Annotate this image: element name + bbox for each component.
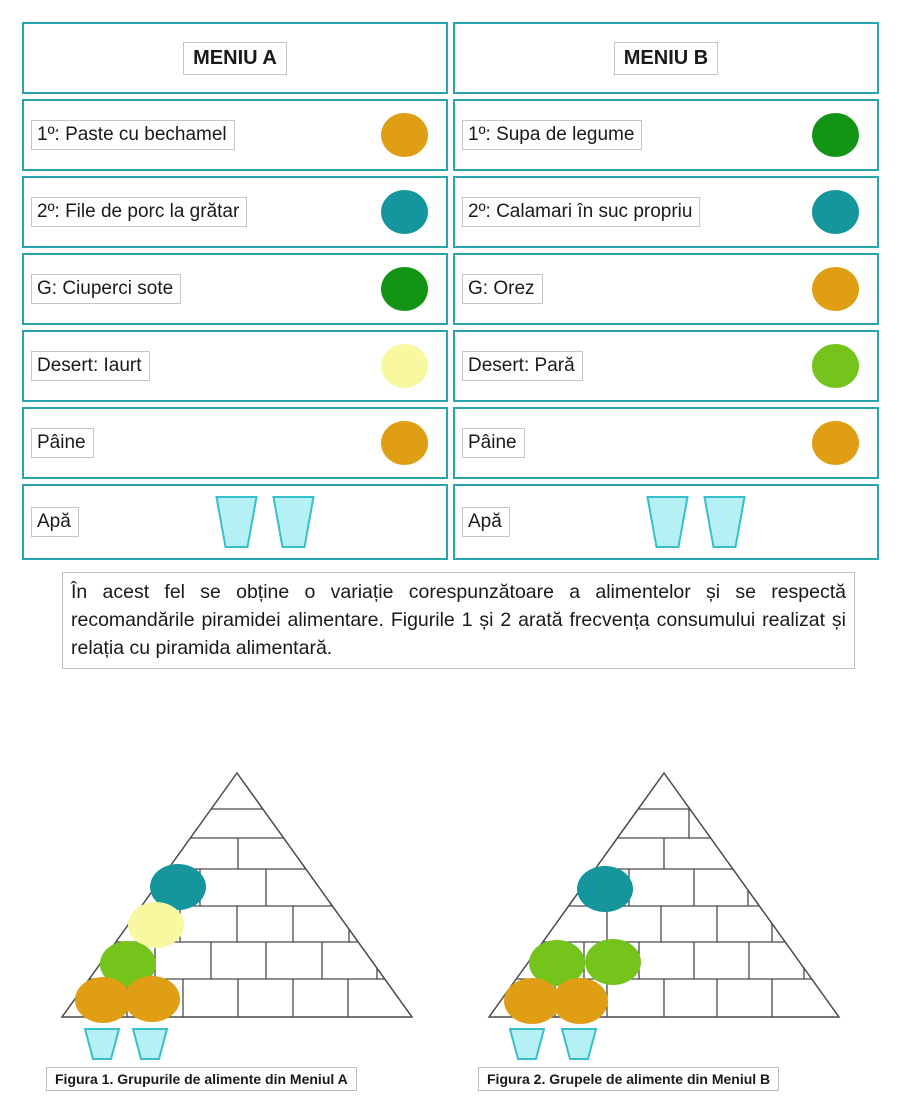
menu-item-cell xyxy=(22,99,448,171)
menu-item-label: 2º: Calamari în suc propriu xyxy=(462,197,700,228)
food-group-dot-orange xyxy=(812,267,859,311)
menu-item-cell xyxy=(453,99,879,171)
water-cup-icon xyxy=(215,496,259,548)
menu-item-label: 1º: Supa de legume xyxy=(462,120,642,151)
menu-item-cell xyxy=(453,330,879,402)
menu-row xyxy=(22,99,879,171)
water-cup-icon xyxy=(703,496,747,548)
pyramid-dot-orange xyxy=(124,976,180,1022)
menu-header-row xyxy=(22,22,879,94)
menu-item-cell xyxy=(453,407,879,479)
menu-item-label: Desert: Pară xyxy=(462,351,583,382)
menu-header-cell xyxy=(453,22,879,94)
water-cup-icon xyxy=(646,496,690,548)
menu-item-cell xyxy=(22,484,448,560)
menu-header-cell xyxy=(22,22,448,94)
pyramid-dot-teal xyxy=(577,866,633,912)
food-group-dot-green xyxy=(381,267,428,311)
pyramid-dot-orange xyxy=(552,978,608,1024)
pyramid-dot-light_green xyxy=(585,939,641,985)
water-cup-icon xyxy=(562,1029,596,1059)
menu-item-cell xyxy=(22,253,448,325)
menu-item-label: Apă xyxy=(31,507,79,538)
menu-table-body xyxy=(22,22,879,560)
menu-item-cell xyxy=(22,330,448,402)
food-group-dot-teal xyxy=(812,190,859,234)
menu-item-cell xyxy=(22,407,448,479)
water-cup-icon xyxy=(272,496,316,548)
food-pyramid-figure-2 xyxy=(484,768,844,1068)
menu-row xyxy=(22,407,879,479)
food-group-dot-orange xyxy=(381,113,428,157)
menu-item-cell xyxy=(453,484,879,560)
water-cup-icon xyxy=(85,1029,119,1059)
menu-header-label: MENIU B xyxy=(614,42,718,75)
figure-1-caption: Figura 1. Grupurile de alimente din Meniul A xyxy=(46,1067,357,1091)
water-cups xyxy=(215,496,316,548)
menu-item-label: Pâine xyxy=(31,428,94,459)
menu-item-label: 2º: File de porc la grătar xyxy=(31,197,247,228)
note-box: În acest fel se obține o variație corespunzătoare a alimentelor și se respectă recomandările piramidei alimentare. Figurile 1 și 2 arată frecvența consumului realizat și relația cu piramida alimentară. xyxy=(62,572,855,669)
food-group-dot-light_green xyxy=(812,344,859,388)
food-group-dot-orange xyxy=(381,421,428,465)
food-pyramid-figure-1 xyxy=(57,768,417,1068)
menu-item-label: 1º: Paste cu bechamel xyxy=(31,120,235,151)
menu-item-cell xyxy=(453,253,879,325)
menu-row xyxy=(22,484,879,560)
figure-2-caption: Figura 2. Grupele de alimente din Meniul B xyxy=(478,1067,779,1091)
pyramid-dot-pale_yellow xyxy=(128,902,184,948)
menu-item-cell xyxy=(453,176,879,248)
menu-row xyxy=(22,330,879,402)
food-group-dot-green xyxy=(812,113,859,157)
menu-item-label: Apă xyxy=(462,507,510,538)
menu-table xyxy=(17,17,884,565)
menu-item-label: Pâine xyxy=(462,428,525,459)
menu-item-label: Desert: Iaurt xyxy=(31,351,150,382)
menu-header-label: MENIU A xyxy=(183,42,287,75)
food-group-dot-orange xyxy=(812,421,859,465)
water-cups xyxy=(646,496,747,548)
water-cup-icon xyxy=(510,1029,544,1059)
menu-item-cell xyxy=(22,176,448,248)
food-group-dot-pale_yellow xyxy=(381,344,428,388)
menu-row xyxy=(22,176,879,248)
food-group-dot-teal xyxy=(381,190,428,234)
menu-row xyxy=(22,253,879,325)
pyramid-dot-orange xyxy=(504,978,560,1024)
menu-item-label: G: Orez xyxy=(462,274,543,305)
pyramid-dot-orange xyxy=(75,977,131,1023)
water-cup-icon xyxy=(133,1029,167,1059)
menu-item-label: G: Ciuperci sote xyxy=(31,274,181,305)
